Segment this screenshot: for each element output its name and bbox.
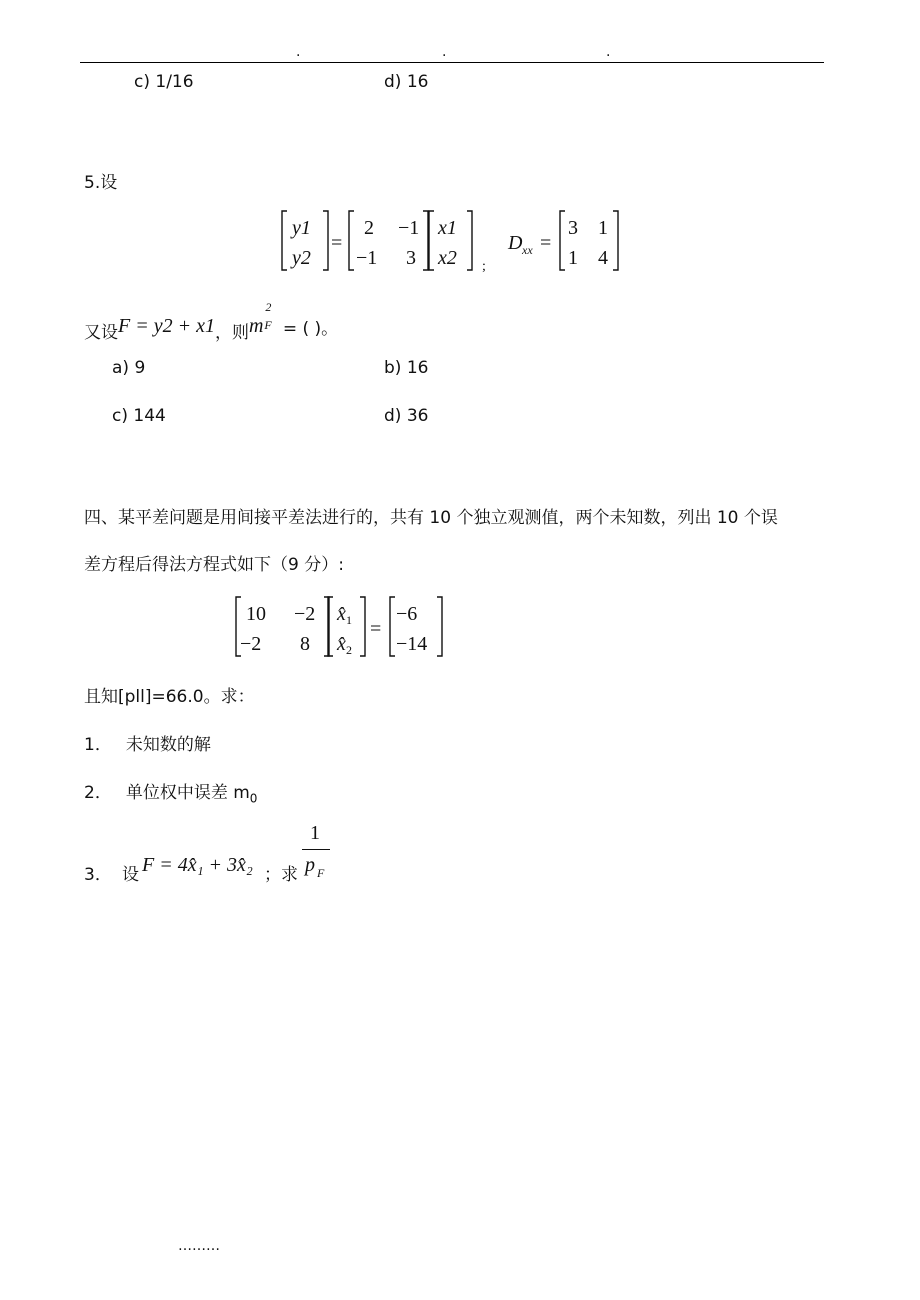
q4-w1: −6 — [396, 603, 418, 625]
q4-item-1-num: 1． — [84, 735, 112, 755]
q4-n21: −2 — [240, 633, 262, 655]
header-dot-1: . — [296, 44, 301, 60]
footer-dots: ……… — [178, 1238, 220, 1254]
q5-option-b: b) 16 — [384, 358, 429, 378]
q5-y1: y1 — [292, 217, 311, 239]
q5-y2: y2 — [292, 247, 311, 269]
q4-item-2 — [84, 778, 258, 806]
q4-frac-bar — [302, 849, 330, 850]
q5-x1: x1 — [438, 217, 457, 239]
q5-d11: 3 — [568, 217, 578, 239]
header-dot-2: . — [442, 44, 447, 60]
option-c-prev: c) 1/16 — [134, 72, 194, 92]
option-d-prev: d) 16 — [384, 72, 429, 92]
q4-item-3-after: ；求 — [264, 865, 298, 885]
q4-item-2-sub: 0 — [249, 791, 258, 806]
q5-eq-sign: = — [331, 232, 343, 254]
q4-item-1-text: 未知数的解 — [125, 735, 211, 755]
q5-a12: −1 — [398, 217, 420, 239]
q4-frac-den: p — [305, 854, 315, 876]
q4-frac-den-sub: F — [317, 866, 325, 880]
q4-line2: 差方程后得法方程式如下（9 分）: — [84, 555, 344, 575]
q5-d22: 4 — [598, 247, 608, 269]
q4-line1: 四、某平差问题是用间接平差法进行的，共有 10 个独立观测值，两个未知数，列出 10 个误 — [84, 508, 778, 528]
q4-n12: −2 — [294, 603, 316, 625]
q4-xhat2: x̂ — [337, 633, 346, 655]
q5-then: ，则 — [214, 323, 249, 343]
q4-w2: −14 — [396, 633, 428, 655]
q5-option-a: a) 9 — [112, 358, 146, 378]
q4-xhat1-sub: 1 — [346, 613, 352, 627]
q4-xhat1: x̂ — [337, 603, 346, 625]
q5-a11: 2 — [364, 217, 374, 239]
q5-a21: −1 — [356, 247, 378, 269]
q4-item-3-num: 3． — [84, 865, 112, 885]
q5-label: 5.设 — [84, 173, 118, 193]
q4-item-3-text: 设 — [122, 865, 139, 885]
q5-dxx-name: D — [508, 232, 523, 254]
q4-item-3-expr: F = 4x̂₁ + 3x̂₂ — [142, 854, 253, 876]
q4-frac-num: 1 — [310, 822, 320, 844]
header-dot-3: . — [606, 44, 611, 60]
q5-d12: 1 — [598, 217, 608, 239]
q5-a22: 3 — [406, 247, 416, 269]
q5-option-d: d) 36 — [384, 406, 429, 426]
q5-matrix-equation — [278, 206, 638, 276]
q4-normal-equation — [232, 592, 462, 662]
q5-line2 — [84, 300, 339, 343]
q4-eq-sign: = — [370, 618, 382, 640]
q4-item-1 — [84, 730, 211, 755]
q4-n11: 10 — [246, 603, 266, 625]
q4-xhat2-sub: 2 — [346, 643, 352, 657]
q5-option-c: c) 144 — [112, 406, 166, 426]
q5-m-sub: F — [264, 318, 272, 332]
q5-d21: 1 — [568, 247, 578, 269]
q5-dxx-eq: = — [540, 232, 552, 254]
q4-item-2-num: 2． — [84, 783, 112, 803]
q4-item-2-text: 单位权中误差 m — [125, 783, 250, 803]
q5-eq-blank: = ( )。 — [277, 319, 339, 339]
q5-line2-prefix: 又设 — [84, 323, 118, 343]
q4-given: 且知[pll]=66.0。求： — [84, 687, 255, 707]
q5-m-sup: 2 — [265, 300, 272, 314]
q5-m: m — [248, 315, 264, 337]
q4-n22: 8 — [300, 633, 310, 655]
header-rule — [80, 62, 824, 63]
q5-dxx-sub: xx — [522, 243, 533, 257]
q5-x2: x2 — [438, 247, 457, 269]
q5-F-expr: F = y2 + x1 — [118, 315, 215, 337]
q5-separator: ; — [482, 259, 486, 274]
